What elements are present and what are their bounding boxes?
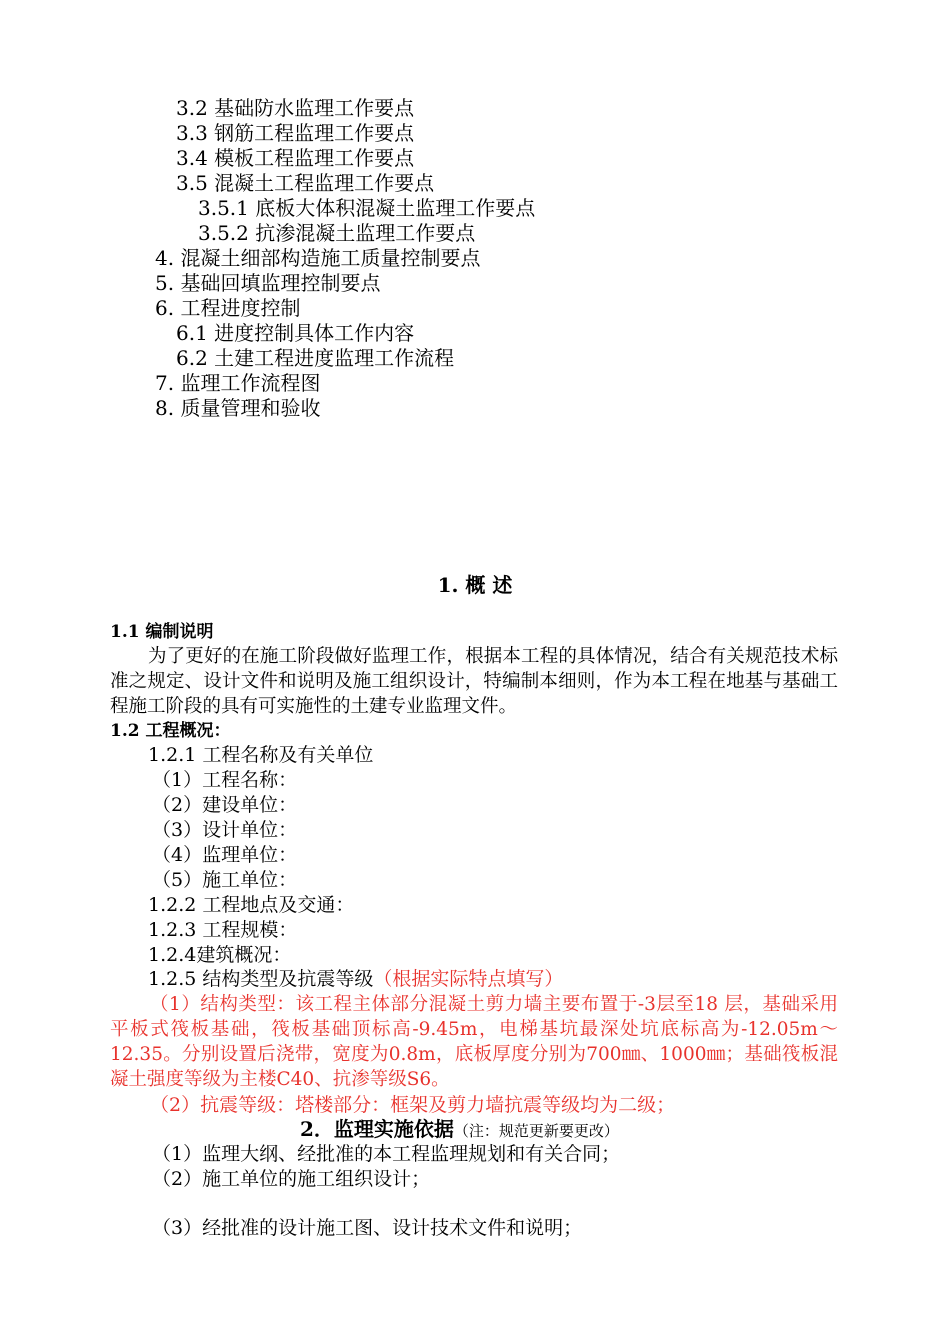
toc-item: 3.3 钢筋工程监理工作要点 (176, 121, 415, 145)
toc-item: 6.2 土建工程进度监理工作流程 (176, 346, 455, 370)
section-2-title: 2．监理实施依据 (300, 1117, 454, 1141)
toc-item: 6.1 进度控制具体工作内容 (176, 321, 415, 345)
subheading-1-2-1: 1.2.1 工程名称及有关单位 (148, 744, 374, 766)
unit-item: （5）施工单位： (152, 869, 298, 891)
unit-item: （2）建设单位： (152, 794, 298, 816)
subheading-1-2-5 (148, 967, 563, 992)
unit-item: （1）工程名称： (152, 769, 298, 791)
toc-item: 7. 监理工作流程图 (155, 371, 321, 395)
toc-item: 3.5.1 底板大体积混凝土监理工作要点 (198, 196, 536, 220)
heading-1-1: 1.1 编制说明 (110, 622, 214, 642)
toc-item: 8. 质量管理和验收 (155, 396, 321, 420)
toc-item: 3.4 模板工程监理工作要点 (176, 146, 415, 170)
heading-1-2: 1.2 工程概况： (110, 721, 231, 741)
toc-item: 3.2 基础防水监理工作要点 (176, 96, 415, 120)
toc-item: 4. 混凝土细部构造施工质量控制要点 (155, 246, 481, 270)
basis-item: （2）施工单位的施工组织设计； (152, 1168, 431, 1190)
seismic-grade-paragraph: （2）抗震等级：塔楼部分：框架及剪力墙抗震等级均为二级； (150, 1094, 676, 1116)
subheading-1-2-4: 1.2.4建筑概况： (148, 944, 292, 966)
section-1-title: 1. 概 述 (437, 573, 513, 597)
toc-item: 3.5 混凝土工程监理工作要点 (176, 171, 435, 195)
toc-item: 6. 工程进度控制 (155, 296, 301, 320)
section-2-heading (300, 1117, 619, 1144)
toc-item: 3.5.2 抗渗混凝土监理工作要点 (198, 221, 476, 245)
section-2-note: （注：规范更新要更改） (453, 1122, 619, 1140)
fill-in-note: （根据实际特点填写） (373, 968, 564, 990)
basis-item: （3）经批准的设计施工图、设计技术文件和说明； (152, 1217, 583, 1239)
unit-item: （4）监理单位： (152, 844, 298, 866)
paragraph-1-1: 为了更好的在施工阶段做好监理工作，根据本工程的具体情况，结合有关规范技术标准之规定、设计文件和说明及施工组织设计，特编制本细则，作为本工程在地基与基础工程施工阶段的具有可实施性的土建专业监理文件。 (110, 646, 838, 717)
subheading-1-2-5-label: 1.2.5 结构类型及抗震等级 (148, 968, 374, 990)
unit-item: （3）设计单位： (152, 819, 298, 841)
basis-item: （1）监理大纲、经批准的本工程监理规划和有关合同； (152, 1143, 621, 1165)
subheading-1-2-3: 1.2.3 工程规模： (148, 919, 298, 941)
subheading-1-2-2: 1.2.2 工程地点及交通： (148, 894, 355, 916)
structure-type-paragraph: （1）结构类型：该工程主体部分混凝土剪力墙主要布置于-3层至18 层，基础采用平板式筏板基础，筏板基础顶标高-9.45m，电梯基坑最深处坑底标高为-12.05m～12.35。分别设置后浇带，宽度为0.8m，底板厚度分别为700㎜、1000㎜；基础筏板混凝土强度等级为主楼C40、抗渗等级S6。 (110, 994, 838, 1090)
toc-item: 5. 基础回填监理控制要点 (155, 271, 381, 295)
